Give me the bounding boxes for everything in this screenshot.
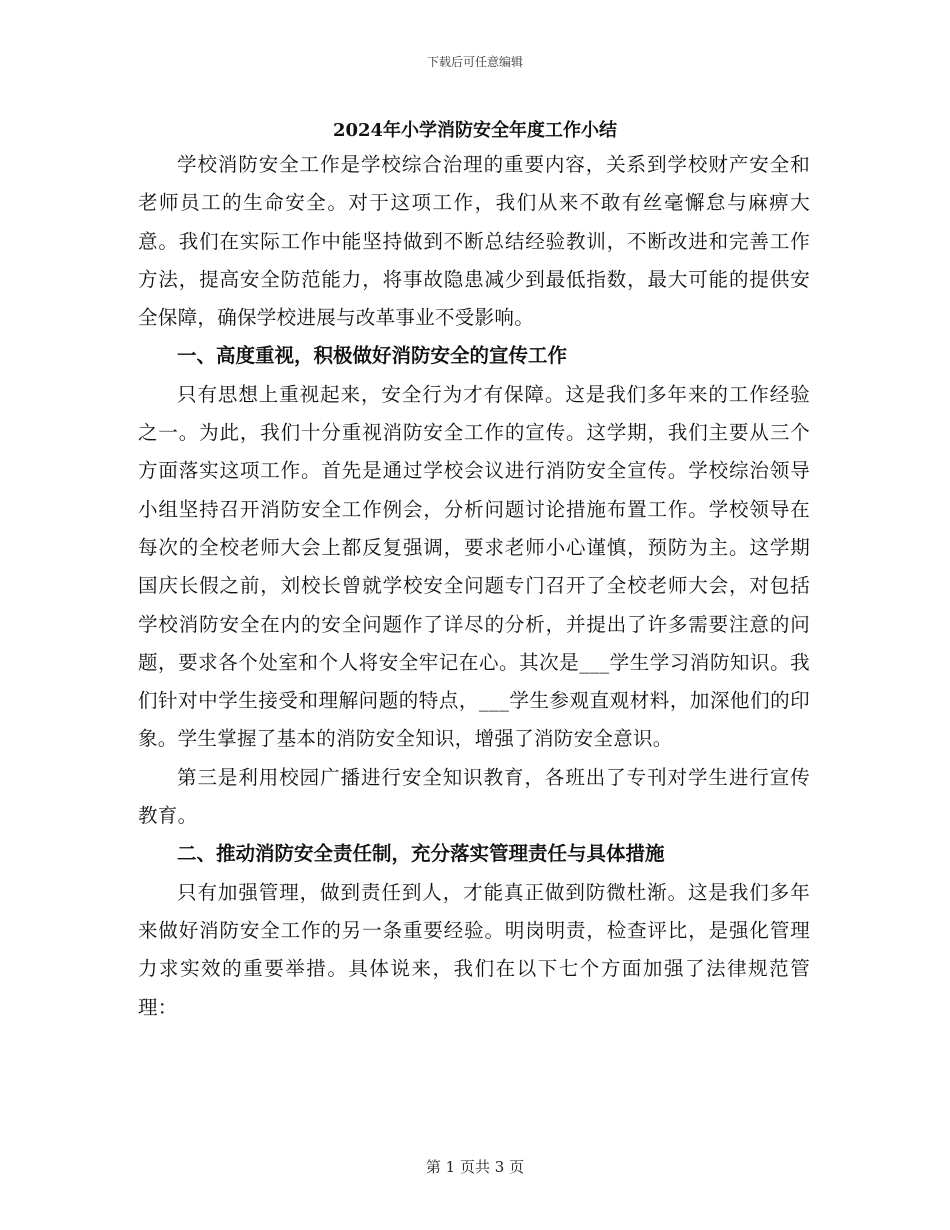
page-number: 第 1 页共 3 页: [425, 1158, 525, 1176]
document-body: [138, 146, 810, 1027]
section-2-paragraph: 只有加强管理，做到责任到人，才能真正做到防微杜渐。这是我们多年来做好消防安全工作的另一条重要经验。明岗明责，检查评比，是强化管理力求实效的重要举措。具体说来，我们在以下七个方面加强了法律规范管理：: [138, 880, 810, 1019]
section-1-paragraph-2: 第三是利用校园广播进行安全知识教育，各班出了专刊对学生进行宣传教育。: [138, 765, 810, 828]
section-1-paragraph: 只有思想上重视起来，安全行为才有保障。这是我们多年来的工作经验之一。为此，我们十分重视消防安全工作的宣传。这学期，我们主要从三个方面落实这项工作。首先是通过学校会议进行消防安全宣传。学校综治领导小组坚持召开消防安全工作例会，分析问题讨论措施布置工作。学校领导在每次的全校老师大会上都反复强调，要求老师小心谨慎，预防为主。这学期国庆长假之前，刘校长曾就学校安全问题专门召开了全校老师大会，对包括学校消防安全在内的安全问题作了详尽的分析，并提出了许多需要注意的问题，要求各个处室和个人将安全牢记在心。其次是___学生学习消防知识。我们针对中学生接受和理解问题的特点，___学生参观直观材料，加深他们的印象。学生掌握了基本的消防安全知识，增强了消防安全意识。: [138, 382, 810, 751]
intro-paragraph: 学校消防安全工作是学校综合治理的重要内容，关系到学校财产安全和老师员工的生命安全。对于这项工作，我们从来不敢有丝毫懈怠与麻痹大意。我们在实际工作中能坚持做到不断总结经验教训，不断改进和完善工作方法，提高安全防范能力，将事故隐患减少到最低指数，最大可能的提供安全保障，确保学校进展与改革事业不受影响。: [138, 153, 810, 330]
page-header-note: 下载后可任意编辑: [426, 55, 523, 69]
document-title: 2024年小学消防安全年度工作小结: [332, 120, 618, 141]
section-heading-1: 一、高度重视，积极做好消防安全的宣传工作: [177, 344, 568, 368]
section-heading-2: 二、推动消防安全责任制，充分落实管理责任与具体措施: [177, 842, 665, 866]
